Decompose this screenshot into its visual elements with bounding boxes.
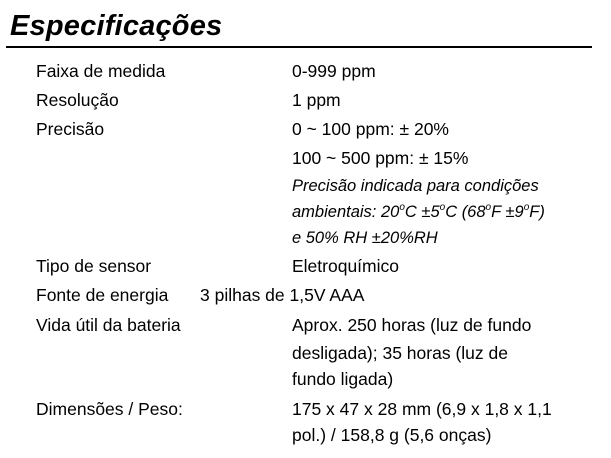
heading-rule <box>6 46 592 48</box>
spec-label-accuracy: Precisão <box>36 119 105 139</box>
spec-value-battery-3: fundo ligada) <box>292 369 394 389</box>
spec-value-battery-2: desligada); 35 horas (luz de <box>292 343 508 363</box>
degree-sup: o <box>399 201 405 213</box>
spec-value-power: 3 pilhas de 1,5V AAA <box>200 285 365 305</box>
spec-label-battery: Vida útil da bateria <box>36 315 181 335</box>
note-fragment: ambientais: 20 <box>292 203 400 221</box>
spec-label-resolution: Resolução <box>36 90 119 110</box>
spec-label-power: Fonte de energia <box>36 285 169 305</box>
degree-sup: o <box>485 201 492 213</box>
spec-label-sensor: Tipo de sensor <box>36 256 152 276</box>
note-fragment: F ±9 <box>491 203 524 221</box>
spec-note-accuracy-1: Precisão indicada para condições <box>292 177 539 195</box>
spec-label-range: Faixa de medida <box>36 61 166 81</box>
spec-value-dimensions-1: 175 x 47 x 28 mm (6,9 x 1,8 x 1,1 <box>292 399 552 419</box>
spec-value-battery-1: Aprox. 250 horas (luz de fundo <box>292 315 532 335</box>
spec-label-dimensions: Dimensões / Peso: <box>36 399 183 419</box>
spec-value-resolution: 1 ppm <box>292 90 341 110</box>
spec-note-accuracy-2 <box>292 201 545 223</box>
spec-value-dimensions-2: pol.) / 158,8 g (5,6 onças) <box>292 425 492 445</box>
note-fragment: F) <box>529 203 545 221</box>
note-fragment: C (68 <box>445 203 486 221</box>
degree-sup: o <box>523 201 530 213</box>
spec-value-range: 0-999 ppm <box>292 61 376 81</box>
section-heading: Especificações <box>10 10 223 42</box>
spec-value-accuracy-1: 0 ~ 100 ppm: ± 20% <box>292 119 449 139</box>
spec-value-accuracy-2: 100 ~ 500 ppm: ± 15% <box>292 148 469 168</box>
spec-note-accuracy-3: e 50% RH ±20%RH <box>292 229 438 247</box>
spec-value-sensor: Eletroquímico <box>292 256 399 276</box>
note-fragment: C ±5 <box>404 203 440 221</box>
degree-sup: o <box>439 201 446 213</box>
